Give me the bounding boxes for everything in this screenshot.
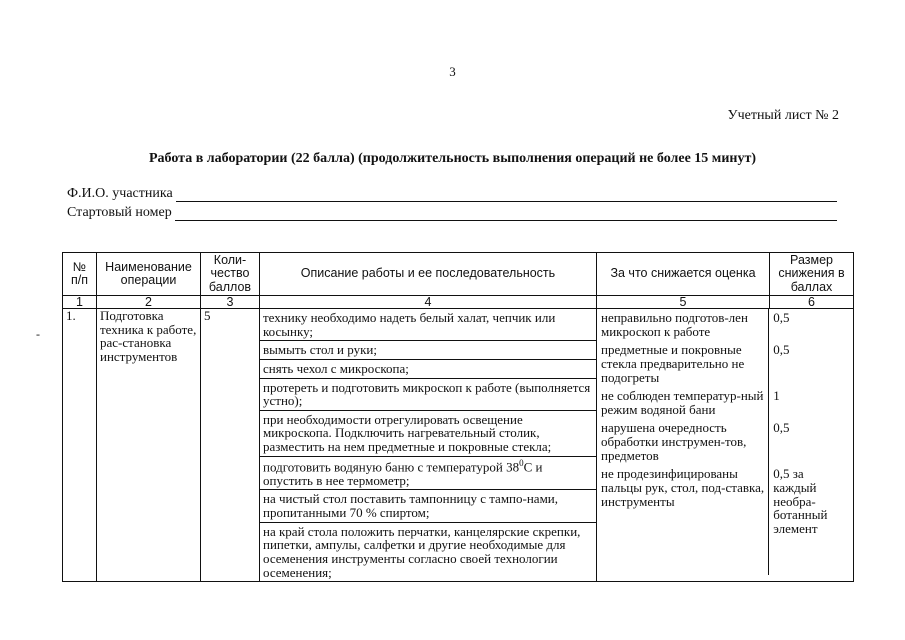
document-title: Работа в лаборатории (22 балла) (продолжительность выполнения операций не более 15 минут): [148, 151, 757, 166]
penalty-item: [597, 387, 853, 419]
header-op-name: Наименование операции: [97, 253, 201, 296]
header-description: Описание работы и ее последовательность: [260, 253, 597, 296]
participant-name-field: [67, 186, 837, 202]
description-cell: [260, 309, 597, 582]
header-reduction: Размер снижения в баллах: [770, 253, 854, 296]
penalty-item: [597, 465, 853, 575]
description-step: снять чехол с микроскопа;: [260, 360, 596, 379]
penalty-item: [597, 341, 853, 387]
description-step: при необходимости отрегулировать освещение микроскопа. Подключить нагревательный столик, разместить на нем предметные и покровные стекла;: [260, 411, 596, 457]
column-number-row: [63, 296, 854, 309]
column-number: 1: [63, 296, 97, 309]
penalty-points: 1: [773, 388, 780, 404]
penalty-criterion: нарушена очередность обработки инструмен-тов, предметов: [597, 419, 769, 465]
penalty-criterion: предметные и покровные стекла предварительно не подогреты: [597, 341, 769, 387]
column-number: 2: [97, 296, 201, 309]
column-number: 5: [597, 296, 770, 309]
header-score: Коли-чество баллов: [201, 253, 260, 296]
operation-name: Подготовка техника к работе, рас-становка инструментов: [97, 309, 201, 582]
participant-name-line: [176, 188, 837, 202]
description-step: на край стола положить перчатки, канцелярские скрепки, пипетки, ампулы, салфетки и другие необходимые для осеменения инструменты согласно своей технологии осеменения;: [263, 523, 581, 580]
penalty-points: 0,5: [773, 420, 790, 436]
operation-score: 5: [201, 309, 260, 582]
row-number: 1.: [63, 309, 97, 582]
sheet-label: Учетный лист № 2: [727, 108, 839, 123]
start-number-label: Стартовый номер: [67, 205, 172, 220]
header-penalty: За что снижается оценка: [597, 253, 770, 296]
column-number: 4: [260, 296, 597, 309]
penalty-item: [597, 309, 853, 341]
participant-name-label: Ф.И.О. участника: [67, 186, 173, 201]
penalty-points: 0,5: [773, 342, 790, 358]
page-number: 3: [449, 64, 456, 79]
start-number-field: [67, 205, 837, 221]
start-number-line: [175, 207, 837, 221]
description-step: на чистый стол поставить тампонницу с тампо-нами, пропитанными 70 % спиртом;: [260, 490, 596, 522]
column-number: 6: [770, 296, 854, 309]
header-num: № п/п: [63, 253, 97, 296]
penalty-criterion: не соблюден температур-ный режим водяной бани: [597, 387, 769, 419]
description-step: технику необходимо надеть белый халат, чепчик или косынку;: [260, 309, 596, 341]
penalty-criterion: неправильно подготов-лен микроскоп к работе: [597, 309, 769, 341]
description-step: [260, 457, 596, 491]
margin-mark: -: [36, 327, 40, 341]
column-number: 3: [201, 296, 260, 309]
penalty-item: [597, 419, 853, 465]
penalty-points: 0,5 за каждый необра-ботанный элемент: [773, 466, 828, 536]
penalty-points: 0,5: [773, 310, 790, 325]
description-step: вымыть стол и руки;: [260, 341, 596, 360]
description-step: протереть и подготовить микроскоп к работе (выполняется устно);: [260, 379, 596, 411]
table-row: [63, 309, 854, 582]
header-row: [63, 253, 854, 296]
operations-table: [62, 252, 854, 582]
penalty-cell: [597, 309, 854, 582]
step-text: подготовить водяную баню с температурой 38: [263, 459, 520, 475]
degree-sup: 0: [519, 457, 524, 468]
penalty-criterion: не продезинфицированы пальцы рук, стол, под-ставка, инструменты: [597, 465, 769, 575]
step-text-tail: С и опустить в нее термометр;: [263, 459, 543, 488]
